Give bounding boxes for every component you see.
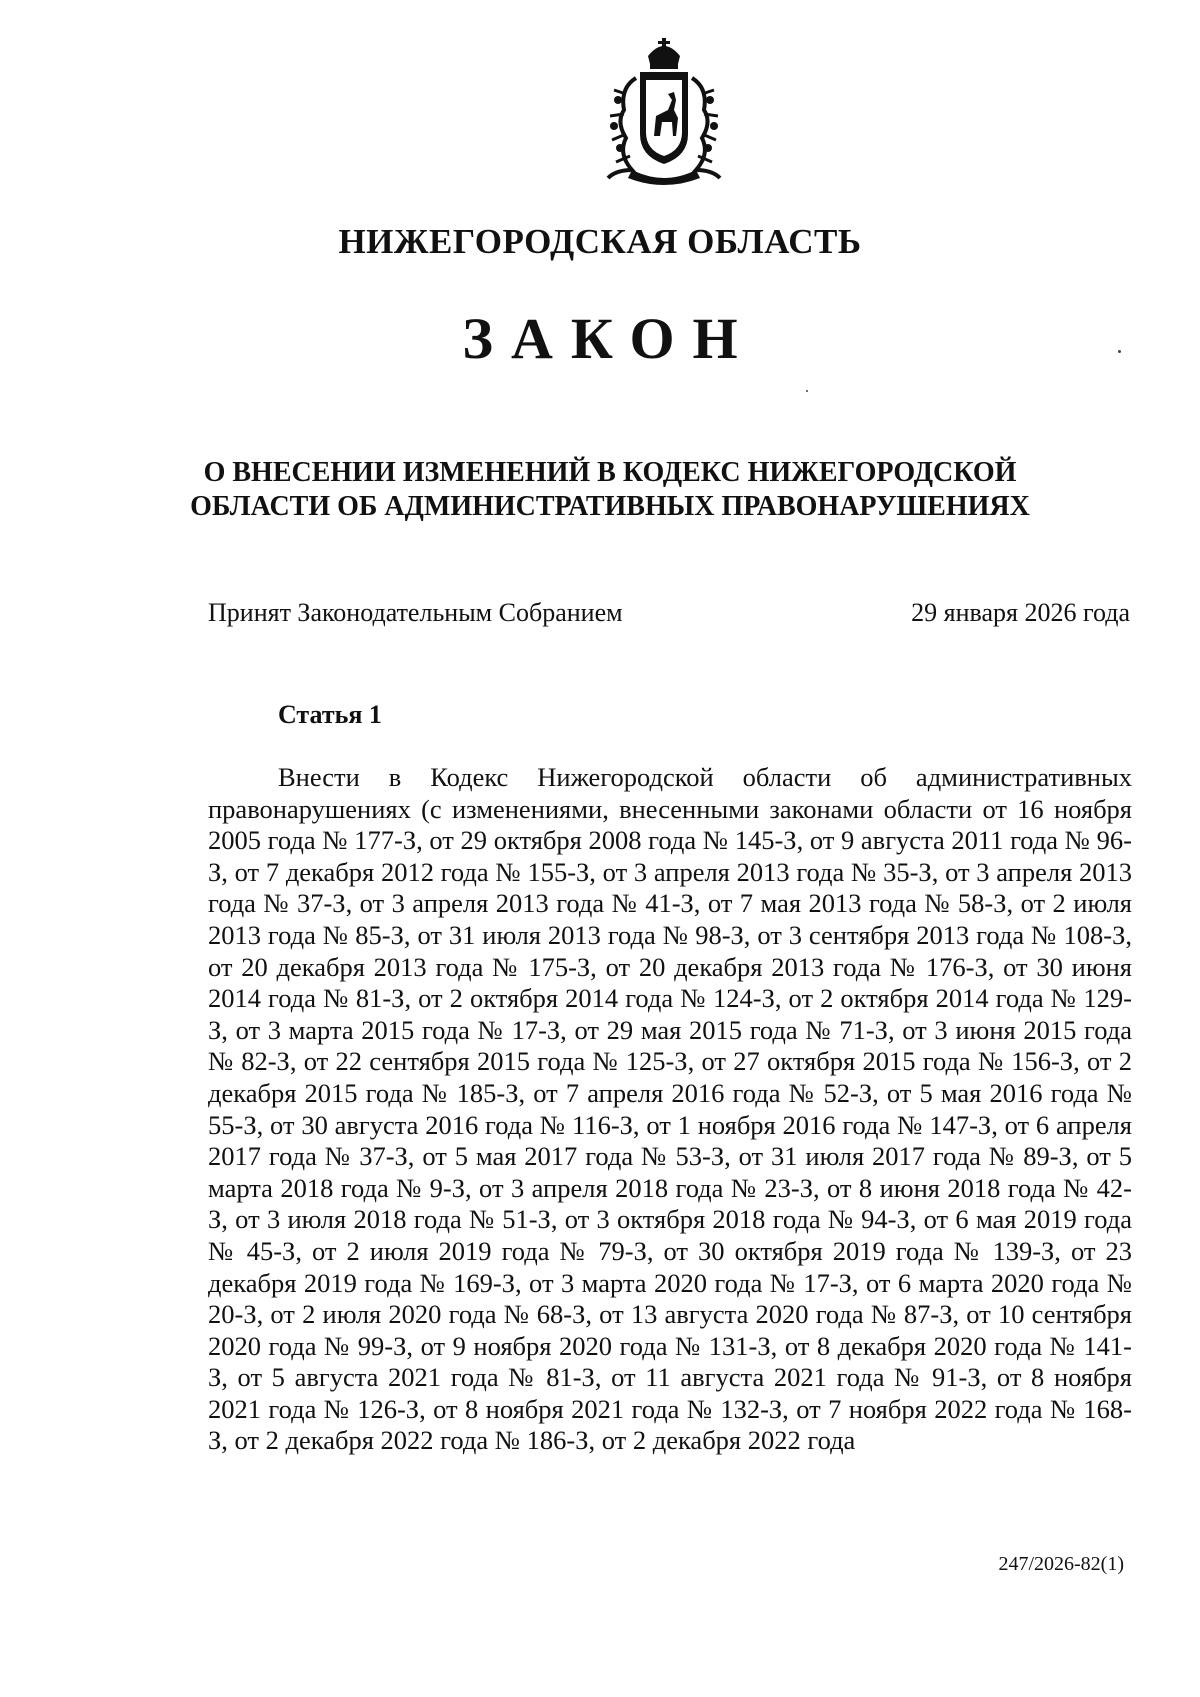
article-heading: Статья 1 <box>278 700 382 729</box>
region-name: НИЖЕГОРОДСКАЯ ОБЛАСТЬ <box>338 222 862 261</box>
document-type: ЗАКОН <box>462 306 756 371</box>
coat-of-arms-emblem-icon <box>596 38 732 188</box>
article-body-text: Внести в Кодекс Нижегородской области об административных правонарушениях (с изменениями, внесенными законами области от 16 ноября 2005 года № 177-З, от 29 октября 2008 года № 145-З, от 9 августа 2011 года № 96-З, от 7 декабря 2012 года № 155-З, от 3 апреля 2013 года № 35-З, от 3 апреля 2013 года № 37-З, от 3 апреля 2013 года № 41-З, от 7 мая 2013 года № 58-З, от 2 июля 2013 года № 85-З, от 31 июля 2013 года № 98-З, от 3 сентября 2013 года № 108-З, от 20 декабря 2013 года № 175-З, от 20 декабря 2013 года № 176-З, от 30 июня 2014 года № 81-З, от 2 октября 2014 года № 124-З, от 2 октября 2014 года № 129-З, от 3 марта 2015 года № 17-З, от 29 мая 2015 года № 71-З, от 3 июня 2015 года № 82-З, от 22 сентября 2015 года № 125-З, от 27 октября 2015 года № 156-З, от 2 декабря 2015 года № 185-З, от 7 апреля 2016 года № 52-З, от 5 мая 2016 года № 55-З, от 30 августа 2016 года № 116-З, от 1 ноября 2016 года № 147-З, от 6 апреля 2017 года № 37-З, от 5 мая 2017 года № 53-З, от 31 июля 2017 года № 89-З, от 5 марта 2018 года № 9-З, от 3 апреля 2018 года № 23-З, от 8 июня 2018 года № 42-З, от 3 июля 2018 года № 51-З, от 3 октября 2018 года № 94-З, от 6 мая 2019 года № 45-З, от 2 июля 2019 года № 79-З, от 30 октября 2019 года № 139-З, от 23 декабря 2019 года № 169-З, от 3 марта 2020 года № 17-З, от 6 марта 2020 года № 20-З, от 2 июля 2020 года № 68-З, от 13 августа 2020 года № 87-З, от 10 сентября 2020 года № 99-З, от 9 ноября 2020 года № 131-З, от 8 декабря 2020 года № 141-З, от 5 августа 2021 года № 81-З, от 11 августа 2021 года № 91-З, от 8 ноября 2021 года № 126-З, от 8 ноября 2021 года № 132-З, от 7 ноября 2022 года № 168-З, от 2 декабря 2022 года № 186-З, от 2 декабря 2022 года <box>208 762 1132 1456</box>
scan-speck <box>1118 350 1121 353</box>
adopted-by: Принят Законодательным Собранием <box>208 598 623 627</box>
scan-speck <box>806 390 808 392</box>
adoption-date: 29 января 2026 года <box>911 598 1130 627</box>
adoption-row <box>208 598 1130 628</box>
law-title: О ВНЕСЕНИИ ИЗМЕНЕНИЙ В КОДЕКС НИЖЕГОРОДСКОЙ ОБЛАСТИ ОБ АДМИНИСТРАТИВНЫХ ПРАВОНАРУШЕНИЯХ <box>190 457 1030 522</box>
document-number: 247/2026-82(1) <box>998 1553 1124 1575</box>
